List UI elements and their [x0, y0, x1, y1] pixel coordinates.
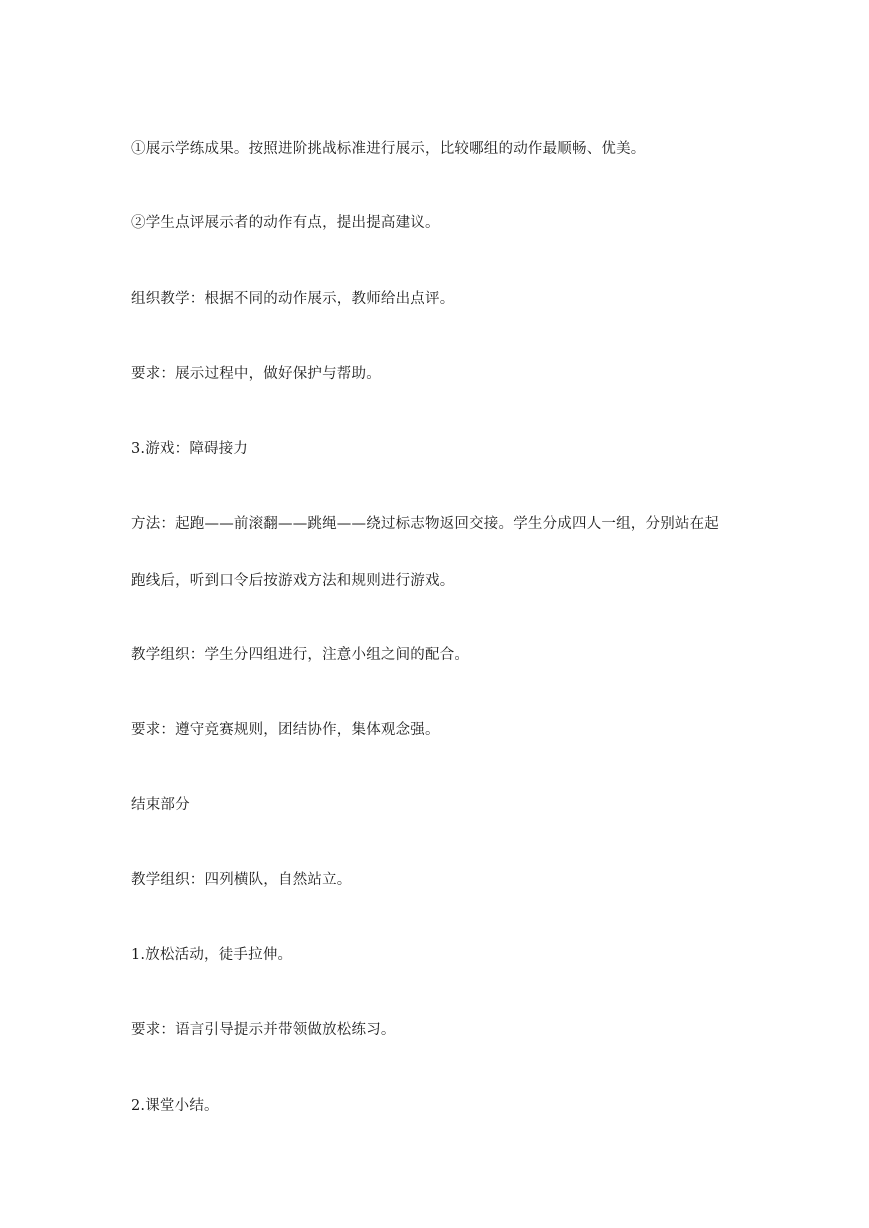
paragraph-method-line-1: 方法：起跑——前滚翻——跳绳——绕过标志物返回交接。学生分成四人一组，分别站在起 [131, 516, 719, 532]
section-heading-ending: 结束部分 [131, 797, 190, 813]
paragraph-student-review: ②学生点评展示者的动作有点，提出提高建议。 [131, 215, 440, 231]
section-heading-game: 3.游戏：障碍接力 [131, 441, 249, 457]
paragraph-class-summary: 2.课堂小结。 [131, 1098, 219, 1114]
paragraph-show-results: ①展示学练成果。按照进阶挑战标准进行展示，比较哪组的动作最顺畅、优美。 [131, 141, 646, 157]
paragraph-relax-requirement: 要求：语言引导提示并带领做放松练习。 [131, 1022, 396, 1038]
paragraph-game-organization: 教学组织：学生分四组进行，注意小组之间的配合。 [131, 647, 470, 663]
paragraph-requirement-protection: 要求：展示过程中，做好保护与帮助。 [131, 366, 381, 382]
paragraph-game-requirement: 要求：遵守竞赛规则，团结协作，集体观念强。 [131, 722, 440, 738]
paragraph-ending-organization: 教学组织：四列横队，自然站立。 [131, 872, 352, 888]
paragraph-teaching-organization: 组织教学：根据不同的动作展示，教师给出点评。 [131, 291, 455, 307]
paragraph-method-line-2: 跑线后，听到口令后按游戏方法和规则进行游戏。 [131, 573, 455, 589]
paragraph-relax-activity: 1.放松活动，徒手拉伸。 [131, 947, 293, 963]
